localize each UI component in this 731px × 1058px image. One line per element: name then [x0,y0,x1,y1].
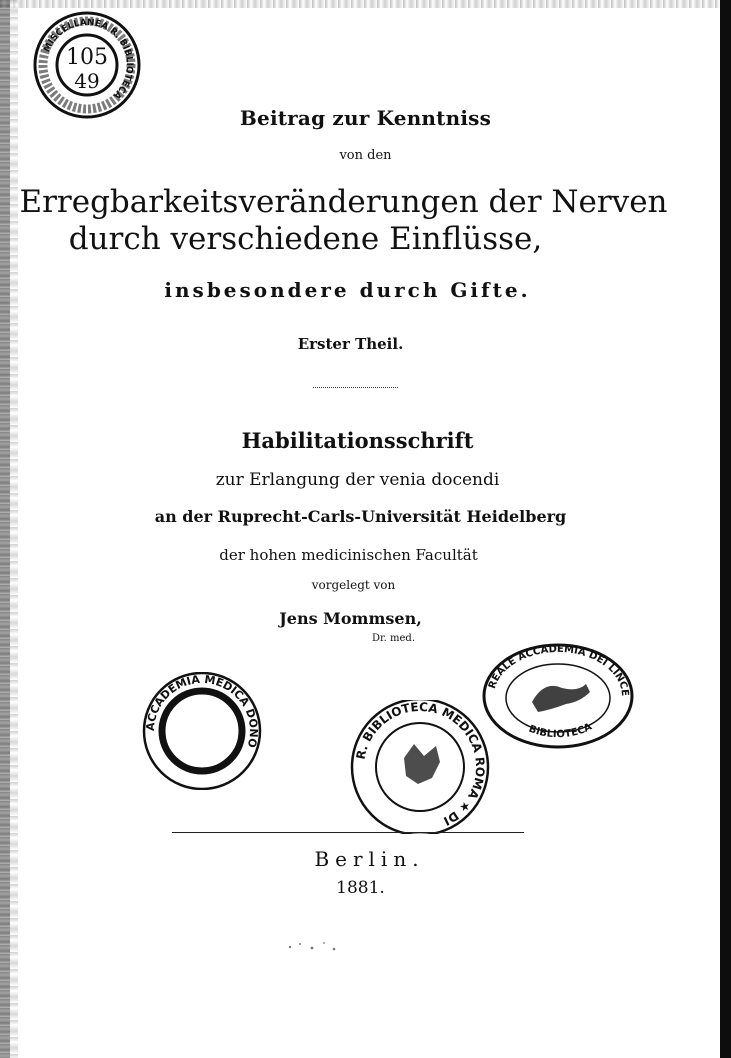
title-line-5: insbesondere durch Gifte. [164,278,531,302]
thesis-type: Habilitationsschrift [241,428,474,453]
scan-edge-top [0,0,731,8]
title-line-1: Beitrag zur Kenntniss [239,106,492,130]
publication-place: Berlin. [314,847,425,871]
horizontal-rule [172,832,524,833]
university: an der Ruprecht-Carls-Universität Heidelberg [154,507,567,526]
stamp-academy-bottom-text: BIBLIOTECA [526,721,594,741]
she-wolf-emblem-icon [404,744,440,784]
title-line-3: Erregbarkeitsveränderungen der Nerven [19,184,668,220]
author-degree: Dr. med. [371,633,416,644]
lynx-emblem-icon [532,684,590,712]
author-name: Jens Mommsen, [279,609,422,628]
publication-year: 1881. [336,878,385,898]
stamp-library [348,700,492,834]
stamp-number-bottom: 49 [74,69,100,93]
stamp-number-top: 105 [66,45,108,70]
part-label: Erster Theil. [297,335,404,353]
title-line-2: von den [339,148,392,163]
scan-specks [284,935,344,959]
stamp-donor [136,672,268,790]
title-line-4: durch verschiedene Einflüsse, [68,221,543,257]
dotted-divider [313,387,398,388]
stamp-top-left [28,10,146,120]
faculty: der hohen medicinischen Facultät [219,546,478,564]
thesis-purpose: zur Erlangung der venia docendi [215,470,500,490]
stamp-donor-ring-text: ACCADEMIA MEDICA DONO [143,672,261,749]
stamp-academy [480,640,636,750]
stamp-library-ring-text: R. BIBLIOTECA MEDICA ROMA ★ DI [353,700,488,829]
presented-by: vorgelegt von [311,578,396,592]
stamp-top-left-ring-text: MISCELLANEA R. BIBLIOTECA [42,17,135,101]
stamp-academy-ring-text: REALE ACCADEMIA DEI LINCE [486,643,631,697]
